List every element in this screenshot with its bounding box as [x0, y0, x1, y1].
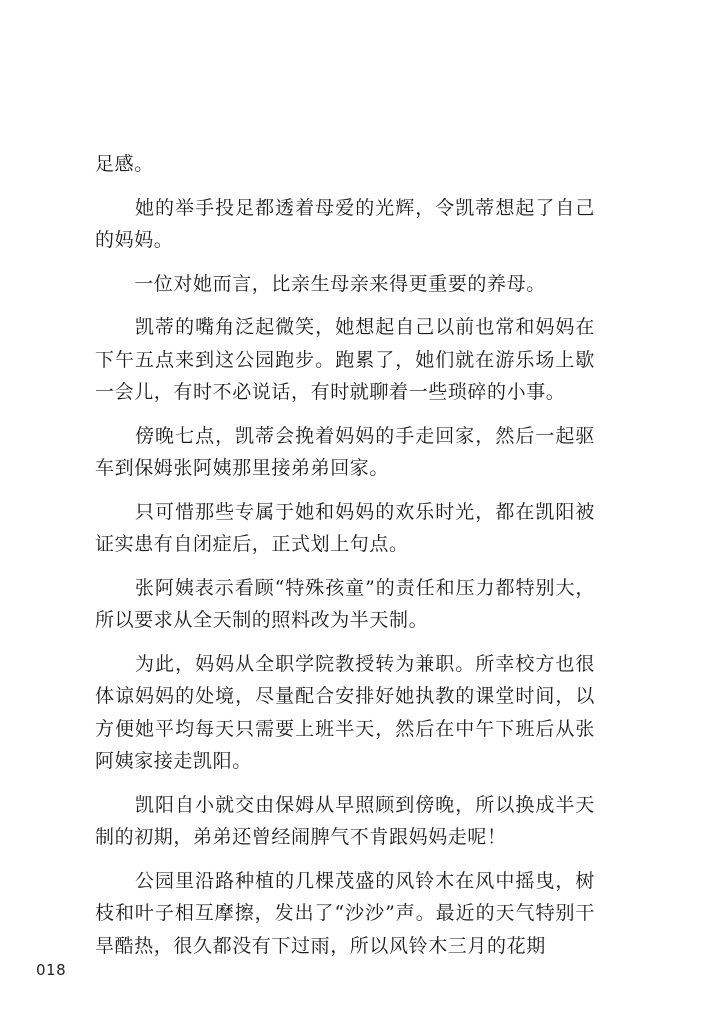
paragraph: 她的举手投足都透着母爱的光辉，令凯蒂想起了自己的妈妈。 — [95, 196, 595, 251]
paragraph: 公园里沿路种植的几棵茂盛的风铃木在风中摇曳，树枝和叶子相互摩擦，发出了“沙沙”声。最近的天气特别干旱酷热，很久都没有下过雨，所以风铃木三月的花期 — [95, 869, 595, 957]
paragraph: 张阿姨表示看顾“特殊孩童”的责任和压力都特别大，所以要求从全天制的照料改为半天制。 — [95, 576, 595, 631]
paragraph: 傍晚七点，凯蒂会挽着妈妈的手走回家，然后一起驱车到保姆张阿姨那里接弟弟回家。 — [95, 424, 595, 479]
page-number: 018 — [36, 961, 67, 979]
paragraph: 足感。 — [95, 153, 154, 175]
paragraph: 凯阳自小就交由保姆从早照顾到傍晚，所以换成半天制的初期，弟弟还曾经闹脾气不肯跟妈妈走呢！ — [95, 793, 595, 848]
paragraph: 一位对她而言，比亲生母亲来得更重要的养母。 — [95, 272, 546, 295]
paragraph: 只可惜那些专属于她和妈妈的欢乐时光，都在凯阳被证实患有自闭症后，正式划上句点。 — [95, 500, 595, 555]
page-body — [95, 148, 595, 973]
paragraph: 凯蒂的嘴角泛起微笑，她想起自己以前也常和妈妈在下午五点来到这公园跑步。跑累了，她们就在游乐场上歇一会儿，有时不必说话，有时就聊着一些琐碎的小事。 — [95, 316, 595, 403]
paragraph: 为此，妈妈从全职学院教授转为兼职。所幸校方也很体谅妈妈的处境，尽量配合安排好她执教的课堂时间，以方便她平均每天只需要上班半天，然后在中午下班后从张阿姨家接走凯阳。 — [95, 652, 595, 772]
